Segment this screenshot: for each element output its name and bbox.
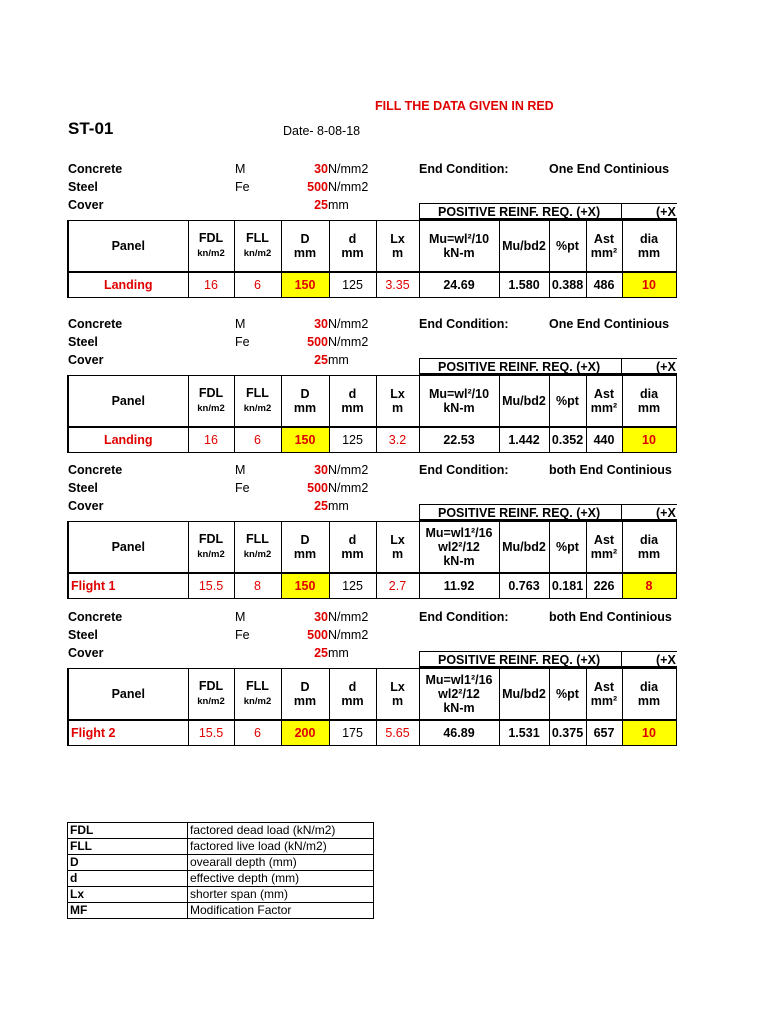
positive-reinf-header [419, 651, 677, 668]
legend-key: FLL [68, 839, 188, 855]
header-divider [621, 505, 622, 521]
legend-key: MF [68, 903, 188, 919]
reinforcement-table [67, 375, 677, 453]
positive-reinf-header [419, 358, 677, 375]
positive-x-label: (+X [656, 653, 676, 667]
cover-label: Cover [68, 646, 104, 660]
col-dia: dia mm [622, 376, 676, 428]
dia-value[interactable]: 8 [622, 573, 676, 599]
cover-unit: mm [328, 646, 349, 660]
panel-name[interactable]: Flight 1 [68, 573, 188, 599]
positive-reinf-title: POSITIVE REINF. REQ. (+X) [438, 205, 601, 219]
design-block-1 [0, 158, 768, 308]
steel-grade-value[interactable]: 500 [307, 481, 328, 495]
overall-depth-value[interactable]: 150 [281, 427, 329, 453]
col-fdl: FDL kn/m2 [188, 669, 234, 721]
dia-value[interactable]: 10 [622, 720, 676, 746]
effective-depth-value: 125 [329, 272, 376, 298]
cover-unit: mm [328, 198, 349, 212]
pt-value: 0.388 [549, 272, 586, 298]
mubd2-value: 1.531 [499, 720, 549, 746]
legend-key: d [68, 871, 188, 887]
mubd2-value: 1.442 [499, 427, 549, 453]
positive-reinf-title: POSITIVE REINF. REQ. (+X) [438, 506, 601, 520]
legend-desc: Modification Factor [188, 903, 374, 919]
concrete-grade-prefix: M [235, 317, 246, 331]
concrete-label: Concrete [68, 317, 123, 331]
steel-grade-prefix: Fe [235, 180, 250, 194]
legend-desc: ovearall depth (mm) [188, 855, 374, 871]
ast-value: 486 [586, 272, 622, 298]
col-fdl: FDL kn/m2 [188, 221, 234, 273]
mubd2-value: 1.580 [499, 272, 549, 298]
header-divider [621, 359, 622, 375]
header-divider [621, 652, 622, 668]
concrete-grade-value[interactable]: 30 [314, 162, 328, 176]
concrete-grade-prefix: M [235, 463, 246, 477]
table-row [68, 427, 676, 453]
col-overall-depth: D mm [281, 669, 329, 721]
col-ast: Ast mm² [586, 221, 622, 273]
fll-value[interactable]: 6 [234, 720, 281, 746]
col-mu: Mu=wl1²/16 wl2²/12 kN-m [419, 669, 499, 721]
end-condition-label: End Condition: [419, 162, 509, 176]
col-mu: Mu=wl1²/16 wl2²/12 kN-m [419, 522, 499, 574]
legend-key: Lx [68, 887, 188, 903]
concrete-unit: N/mm2 [328, 463, 369, 477]
lx-value[interactable]: 5.65 [376, 720, 419, 746]
legend-key: FDL [68, 823, 188, 839]
fill-data-notice: FILL THE DATA GIVEN IN RED [375, 99, 554, 113]
sheet-id: ST-01 [68, 119, 114, 138]
col-fll: FLL kn/m2 [234, 669, 281, 721]
legend-row [68, 823, 374, 839]
steel-label: Steel [68, 481, 98, 495]
effective-depth-value: 125 [329, 573, 376, 599]
col-lx: Lx m [376, 522, 419, 574]
col-fdl: FDL kn/m2 [188, 376, 234, 428]
col-panel: Panel [68, 221, 188, 273]
col-pt: %pt [549, 221, 586, 273]
steel-grade-prefix: Fe [235, 481, 250, 495]
cover-unit: mm [328, 499, 349, 513]
concrete-grade-value[interactable]: 30 [314, 610, 328, 624]
steel-unit: N/mm2 [328, 180, 369, 194]
positive-reinf-header [419, 203, 677, 220]
col-mubd2: Mu/bd2 [499, 221, 549, 273]
concrete-grade-value[interactable]: 30 [314, 317, 328, 331]
col-ast: Ast mm² [586, 522, 622, 574]
sheet-date: Date- 8-08-18 [283, 124, 361, 138]
col-pt: %pt [549, 522, 586, 574]
steel-unit: N/mm2 [328, 481, 369, 495]
col-effective-depth: d mm [329, 669, 376, 721]
concrete-grade-value[interactable]: 30 [314, 463, 328, 477]
table-row [68, 720, 676, 746]
legend-row [68, 839, 374, 855]
cover-value[interactable]: 25 [314, 646, 328, 660]
end-condition-value: both End Continious [549, 463, 672, 477]
reinforcement-table [67, 220, 677, 298]
steel-grade-prefix: Fe [235, 335, 250, 349]
concrete-label: Concrete [68, 610, 123, 624]
steel-label: Steel [68, 628, 98, 642]
fdl-value[interactable]: 15.5 [188, 573, 234, 599]
lx-value[interactable]: 2.7 [376, 573, 419, 599]
legend-row [68, 855, 374, 871]
end-condition-label: End Condition: [419, 610, 509, 624]
cover-value[interactable]: 25 [314, 198, 328, 212]
col-panel: Panel [68, 376, 188, 428]
design-block-2 [0, 313, 768, 463]
mu-value: 24.69 [419, 272, 499, 298]
col-overall-depth: D mm [281, 522, 329, 574]
cover-unit: mm [328, 353, 349, 367]
fdl-value[interactable]: 16 [188, 427, 234, 453]
col-fll: FLL kn/m2 [234, 376, 281, 428]
table-row [68, 573, 676, 599]
table-row [68, 272, 676, 298]
reinforcement-table [67, 668, 677, 746]
end-condition-label: End Condition: [419, 463, 509, 477]
col-ast: Ast mm² [586, 669, 622, 721]
pt-value: 0.352 [549, 427, 586, 453]
col-fll: FLL kn/m2 [234, 522, 281, 574]
col-effective-depth: d mm [329, 522, 376, 574]
header-divider [621, 204, 622, 220]
legend-key: D [68, 855, 188, 871]
col-overall-depth: D mm [281, 221, 329, 273]
fll-value[interactable]: 6 [234, 272, 281, 298]
steel-grade-value[interactable]: 500 [307, 180, 328, 194]
end-condition-value: One End Continious [549, 162, 670, 176]
ast-value: 657 [586, 720, 622, 746]
legend-desc: factored live load (kN/m2) [188, 839, 374, 855]
abbreviation-legend [67, 822, 374, 919]
concrete-grade-prefix: M [235, 162, 246, 176]
legend-desc: factored dead load (kN/m2) [188, 823, 374, 839]
col-mubd2: Mu/bd2 [499, 522, 549, 574]
concrete-unit: N/mm2 [328, 162, 369, 176]
col-effective-depth: d mm [329, 221, 376, 273]
col-mubd2: Mu/bd2 [499, 669, 549, 721]
col-mu: Mu=wl²/10 kN-m [419, 376, 499, 428]
concrete-grade-prefix: M [235, 610, 246, 624]
dia-value[interactable]: 10 [622, 272, 676, 298]
cover-value[interactable]: 25 [314, 499, 328, 513]
panel-name[interactable]: Landing [68, 272, 188, 298]
steel-unit: N/mm2 [328, 335, 369, 349]
design-block-3 [0, 459, 768, 609]
end-condition-value: One End Continious [549, 317, 670, 331]
steel-label: Steel [68, 335, 98, 349]
effective-depth-value: 175 [329, 720, 376, 746]
col-lx: Lx m [376, 669, 419, 721]
mu-value: 11.92 [419, 573, 499, 599]
legend-row [68, 903, 374, 919]
overall-depth-value[interactable]: 150 [281, 573, 329, 599]
concrete-unit: N/mm2 [328, 610, 369, 624]
steel-grade-value[interactable]: 500 [307, 628, 328, 642]
steel-unit: N/mm2 [328, 628, 369, 642]
concrete-label: Concrete [68, 162, 123, 176]
pt-value: 0.375 [549, 720, 586, 746]
mu-value: 46.89 [419, 720, 499, 746]
lx-value[interactable]: 3.2 [376, 427, 419, 453]
fdl-value[interactable]: 15.5 [188, 720, 234, 746]
positive-reinf-header [419, 504, 677, 521]
col-panel: Panel [68, 669, 188, 721]
positive-x-label: (+X [656, 205, 676, 219]
concrete-unit: N/mm2 [328, 317, 369, 331]
cover-label: Cover [68, 198, 104, 212]
effective-depth-value: 125 [329, 427, 376, 453]
reinforcement-table [67, 521, 677, 599]
fll-value[interactable]: 8 [234, 573, 281, 599]
legend-row [68, 871, 374, 887]
end-condition-value: both End Continious [549, 610, 672, 624]
overall-depth-value[interactable]: 150 [281, 272, 329, 298]
ast-value: 440 [586, 427, 622, 453]
steel-grade-prefix: Fe [235, 628, 250, 642]
cover-label: Cover [68, 499, 104, 513]
col-dia: dia mm [622, 221, 676, 273]
panel-name[interactable]: Flight 2 [68, 720, 188, 746]
col-ast: Ast mm² [586, 376, 622, 428]
col-lx: Lx m [376, 221, 419, 273]
positive-reinf-title: POSITIVE REINF. REQ. (+X) [438, 653, 601, 667]
fdl-value[interactable]: 16 [188, 272, 234, 298]
cover-label: Cover [68, 353, 104, 367]
design-block-4 [0, 606, 768, 756]
dia-value[interactable]: 10 [622, 427, 676, 453]
lx-value[interactable]: 3.35 [376, 272, 419, 298]
concrete-label: Concrete [68, 463, 123, 477]
col-panel: Panel [68, 522, 188, 574]
ast-value: 226 [586, 573, 622, 599]
col-fll: FLL kn/m2 [234, 221, 281, 273]
positive-reinf-title: POSITIVE REINF. REQ. (+X) [438, 360, 601, 374]
pt-value: 0.181 [549, 573, 586, 599]
mu-value: 22.53 [419, 427, 499, 453]
cover-value[interactable]: 25 [314, 353, 328, 367]
positive-x-label: (+X [656, 360, 676, 374]
end-condition-label: End Condition: [419, 317, 509, 331]
panel-name[interactable]: Landing [68, 427, 188, 453]
steel-label: Steel [68, 180, 98, 194]
col-overall-depth: D mm [281, 376, 329, 428]
legend-desc: effective depth (mm) [188, 871, 374, 887]
col-dia: dia mm [622, 522, 676, 574]
col-lx: Lx m [376, 376, 419, 428]
col-dia: dia mm [622, 669, 676, 721]
col-mubd2: Mu/bd2 [499, 376, 549, 428]
col-fdl: FDL kn/m2 [188, 522, 234, 574]
col-pt: %pt [549, 669, 586, 721]
steel-grade-value[interactable]: 500 [307, 335, 328, 349]
col-mu: Mu=wl²/10 kN-m [419, 221, 499, 273]
fll-value[interactable]: 6 [234, 427, 281, 453]
overall-depth-value[interactable]: 200 [281, 720, 329, 746]
col-pt: %pt [549, 376, 586, 428]
col-effective-depth: d mm [329, 376, 376, 428]
legend-desc: shorter span (mm) [188, 887, 374, 903]
positive-x-label: (+X [656, 506, 676, 520]
mubd2-value: 0.763 [499, 573, 549, 599]
legend-row [68, 887, 374, 903]
